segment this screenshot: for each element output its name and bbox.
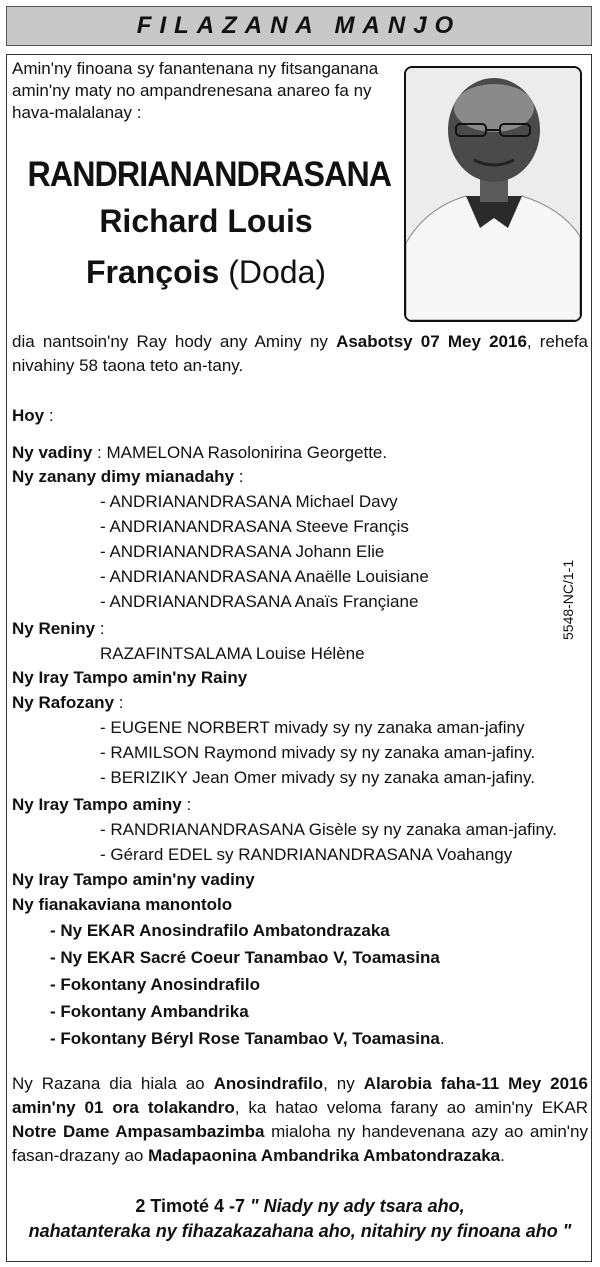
funeral-text-1: Ny Razana dia hiala ao [12, 1074, 214, 1093]
death-text-2: , rehefa nivahiny 58 taona teto an-tany. [12, 332, 588, 375]
death-text-1: dia nantsoin'ny Ray hody any Aminy ny [12, 332, 337, 351]
spouse-label: Ny vadiny [12, 443, 93, 462]
in-law-item: - RAMILSON Raymond mivady sy ny zanaka aman-jafiny. [100, 743, 536, 762]
funeral-burial-place: Madapaonina Ambandrika Ambatondrazaka [148, 1146, 501, 1165]
deceased-given-names-2 [12, 254, 400, 291]
side-reference: 5548-NC/1-1 [560, 559, 576, 640]
child-item: - ANDRIANANDRASANA Anaëlle Louisiane [100, 567, 429, 586]
siblings-label: Ny Iray Tampo aminy [12, 795, 182, 814]
spouse-line [12, 442, 387, 464]
mother-label: Ny Reniny [12, 619, 96, 638]
deceased-given-names: Richard Louis [99, 203, 313, 239]
deceased-surname: RANDRIANANDRASANA [27, 155, 392, 194]
spouse-name: MAMELONA Rasolonirina Georgette. [106, 443, 388, 462]
child-item: - ANDRIANANDRASANA Anaïs Françiane [100, 592, 419, 611]
children-suffix: : [234, 467, 244, 486]
funeral-text-5: . [500, 1146, 505, 1165]
relative-item: - Ny EKAR Sacré Coeur Tanambao V, Toamasina [50, 948, 440, 967]
spouse-siblings-heading [12, 869, 255, 891]
in-laws-suffix: : [114, 693, 124, 712]
in-law-item: - BERIZIKY Jean Omer mivady sy ny zanaka aman-jafiny. [100, 768, 535, 787]
relative-item-last [50, 1028, 445, 1050]
hoy-suffix: : [44, 406, 54, 425]
in-laws-label: Ny Rafozany [12, 693, 115, 712]
relatives-heading [12, 894, 232, 916]
death-date: Asabotsy 07 Mey 2016 [336, 332, 527, 351]
relatives-label: Ny fianakaviana manontolo [12, 895, 233, 914]
hoy-line [12, 405, 54, 427]
siblings-heading [12, 794, 191, 816]
funeral-text-2: , ny [323, 1074, 364, 1093]
siblings-suffix: : [181, 795, 192, 814]
portrait-illustration [406, 68, 580, 320]
child-item: - ANDRIANANDRASANA Michael Davy [100, 492, 398, 511]
funeral-text-3: , ka hatao veloma farany ao amin'ny EKAR [234, 1098, 588, 1117]
header-banner [6, 6, 592, 46]
relative-item: - Fokontany Ambandrika [50, 1002, 249, 1021]
mother-suffix: : [95, 619, 105, 638]
mother-name: RAZAFINTSALAMA Louise Hélène [100, 644, 365, 663]
child-item: - ANDRIANANDRASANA Johann Elie [100, 542, 385, 561]
mother-heading [12, 618, 105, 640]
funeral-date: Alarobia faha-11 Mey 2016 amin'ny 01 ora tolakandro [12, 1074, 589, 1117]
spouse-suffix: : [92, 443, 107, 462]
relative-item-text: - Fokontany Béryl Rose Tanambao V, Toamasina [50, 1029, 440, 1048]
sibling-item: - RANDRIANANDRASANA Gisèle sy ny zanaka aman-jafiny. [100, 820, 557, 839]
funeral-church: Notre Dame Ampasambazimba [12, 1122, 265, 1141]
deceased-given-name: François [85, 254, 220, 290]
children-label: Ny zanany dimy mianadahy [12, 467, 235, 486]
header-title: FILAZANA MANJO [136, 12, 462, 39]
funeral-place: Anosindrafilo [213, 1074, 324, 1093]
verse-reference: 2 Timoté 4 -7 [135, 1196, 246, 1216]
deceased-nickname: (Doda) [228, 254, 327, 290]
father-siblings-label: Ny Iray Tampo amin'ny Rainy [12, 668, 248, 687]
portrait-photo [404, 66, 582, 322]
intro-text: Amin'ny finoana sy fanantenana ny fitsanganana amin'ny maty no ampandrenesana anareo fa ny hava-malalanay : [12, 59, 379, 122]
relative-item-period: . [439, 1029, 445, 1048]
verse-line-1: " Niady ny ady tsara aho, [245, 1196, 465, 1216]
in-law-item: - EUGENE NORBERT mivady sy ny zanaka aman-jafiny [100, 718, 525, 737]
children-heading [12, 466, 243, 488]
spouse-siblings-label: Ny Iray Tampo amin'ny vadiny [12, 870, 255, 889]
child-item: - ANDRIANANDRASANA Steeve Françis [100, 517, 409, 536]
funeral-details [12, 1072, 588, 1168]
relative-item: - Ny EKAR Anosindrafilo Ambatondrazaka [50, 921, 390, 940]
bible-verse [12, 1194, 588, 1244]
father-siblings-heading [12, 667, 247, 689]
relative-item: - Fokontany Anosindrafilo [50, 975, 260, 994]
in-laws-heading [12, 692, 123, 714]
sibling-item: - Gérard EDEL sy RANDRIANANDRASANA Voahangy [100, 845, 513, 864]
verse-line-2: nahatanteraka ny fihazakazahana aho, nitahiry ny finoana aho " [28, 1221, 572, 1241]
hoy-label: Hoy [12, 406, 45, 425]
funeral-text-4: mialoha ny handevenana azy ao amin'ny fasan-drazany ao [12, 1122, 588, 1165]
death-announcement [12, 330, 588, 378]
